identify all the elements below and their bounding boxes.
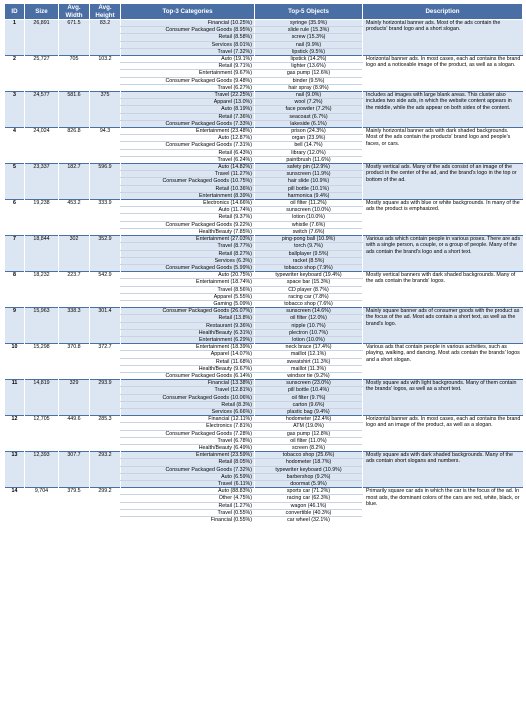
object-cell: lighter (13.6%) <box>255 63 363 70</box>
category-cell: Entertainment (9.67%) <box>121 70 255 77</box>
category-cell: Retail (8.3%) <box>121 401 255 408</box>
cluster-avg-height: 293.9 <box>90 380 121 416</box>
category-cell: Consumer Packaged Goods (7.32%) <box>121 466 255 473</box>
cluster-table <box>4 3 523 523</box>
category-cell: Consumer Packaged Goods (9.48%) <box>121 77 255 84</box>
category-cell: Travel (22.25%) <box>121 92 255 99</box>
category-cell: Entertainment (6.29%) <box>121 336 255 343</box>
category-cell: Gaming (5.09%) <box>121 300 255 307</box>
object-cell: sunscreen (10.0%) <box>255 207 363 214</box>
object-cell: tobacco shop (7.9%) <box>255 264 363 271</box>
cluster-avg-height: 542.9 <box>90 272 121 308</box>
object-cell: nipple (10.7%) <box>255 322 363 329</box>
cluster-size: 9,704 <box>25 488 59 524</box>
cluster-avg-height: 83.2 <box>90 20 121 56</box>
cluster-description: Various ads which contain people in various poses. There are ads with a single person, a couple, or a group of people. Many of the ads contain the brand's logo and a short text. <box>363 236 523 272</box>
object-cell: syringe (35.9%) <box>255 20 363 27</box>
object-cell: lipstick (9.5%) <box>255 48 363 55</box>
category-cell: Electronics (14.66%) <box>121 200 255 207</box>
category-cell: Retail (1.27%) <box>121 502 255 509</box>
category-cell: Electronics (7.81%) <box>121 423 255 430</box>
category-cell: Retail (10.36%) <box>121 185 255 192</box>
object-cell: screw (15.3%) <box>255 34 363 41</box>
object-cell: sports car (71.2%) <box>255 488 363 495</box>
object-cell: typewriter keyboard (10.9%) <box>255 466 363 473</box>
object-cell: bell (14.7%) <box>255 142 363 149</box>
object-cell: sunscreen (23.0%) <box>255 380 363 387</box>
cluster-description: Horizontal banner ads. In most cases, each ad contains the brand logo and a noticeable image of the product, as well as a slogan. <box>363 56 523 92</box>
object-cell: safety pin (12.9%) <box>255 164 363 171</box>
category-cell: Auto (14.82%) <box>121 164 255 171</box>
category-cell: Consumer Packaged Goods (6.14%) <box>121 372 255 379</box>
object-cell: windsor tie (9.2%) <box>255 372 363 379</box>
category-cell: Consumer Packaged Goods (7.31%) <box>121 142 255 149</box>
object-cell: hair spray (8.9%) <box>255 84 363 91</box>
cluster-avg-width: 370.8 <box>59 344 90 380</box>
cluster-id: 9 <box>5 308 25 344</box>
object-cell: oil filter (12.0%) <box>255 315 363 322</box>
object-cell: pill bottle (10.1%) <box>255 185 363 192</box>
object-cell: maillot (12.1%) <box>255 351 363 358</box>
category-cell: Financial (0.55%) <box>121 517 255 524</box>
cluster-id: 1 <box>5 20 25 56</box>
object-cell: ping-pong ball (10.9%) <box>255 236 363 243</box>
object-cell: library (12.0%) <box>255 149 363 156</box>
object-cell: ATM (19.0%) <box>255 423 363 430</box>
table-row <box>5 20 523 27</box>
cluster-avg-height: 299.2 <box>90 488 121 524</box>
category-cell: Health/Beauty (6.31%) <box>121 329 255 336</box>
cluster-size: 12,705 <box>25 416 59 452</box>
category-cell: Entertainment (23.59%) <box>121 452 255 459</box>
object-cell: maillot (11.3%) <box>255 365 363 372</box>
cluster-size: 18,844 <box>25 236 59 272</box>
object-cell: barbershop (9.2%) <box>255 473 363 480</box>
object-cell: slide rule (15.3%) <box>255 27 363 34</box>
object-cell: lotion (10.0%) <box>255 214 363 221</box>
table-row <box>5 272 523 279</box>
cluster-size: 14,819 <box>25 380 59 416</box>
cluster-description: Mostly square ads with dark shaded backgrounds. Many of the ads contain short slogans and numbers. <box>363 452 523 488</box>
object-cell: ballplayer (9.5%) <box>255 250 363 257</box>
cluster-size: 18,232 <box>25 272 59 308</box>
category-cell: Auto (11.74%) <box>121 207 255 214</box>
object-cell: sweatshirt (11.3%) <box>255 358 363 365</box>
object-cell: binder (9.5%) <box>255 77 363 84</box>
object-cell: car wheel (32.1%) <box>255 517 363 524</box>
category-cell: Retail (8.27%) <box>121 250 255 257</box>
cluster-avg-width: 453.2 <box>59 200 90 236</box>
cluster-avg-width: 449.6 <box>59 416 90 452</box>
cluster-table-container <box>4 3 522 523</box>
object-cell: racket (8.5%) <box>255 257 363 264</box>
object-cell: CD player (8.7%) <box>255 286 363 293</box>
cluster-description: Mostly vertical banners with dark shaded backgrounds. Many of the ads contain the brands' logos. <box>363 272 523 308</box>
category-cell: Entertainment (23.48%) <box>121 128 255 135</box>
cluster-size: 19,238 <box>25 200 59 236</box>
category-cell: Retail (8.05%) <box>121 459 255 466</box>
cluster-id: 7 <box>5 236 25 272</box>
category-cell: Restaurant (9.36%) <box>121 322 255 329</box>
category-cell: Health/Beauty (7.85%) <box>121 228 255 235</box>
header-size: Size <box>25 4 59 20</box>
category-cell: Auto (6.59%) <box>121 473 255 480</box>
category-cell: Consumer Packaged Goods (7.28%) <box>121 430 255 437</box>
object-cell: lotion (10.0%) <box>255 336 363 343</box>
cluster-avg-width: 338.3 <box>59 308 90 344</box>
cluster-avg-height: 375 <box>90 92 121 128</box>
cluster-id: 8 <box>5 272 25 308</box>
object-cell: torch (9.7%) <box>255 243 363 250</box>
category-cell: Financial (10.25%) <box>121 20 255 27</box>
cluster-avg-width: 705 <box>59 56 90 92</box>
cluster-id: 3 <box>5 92 25 128</box>
object-cell: racing car (62.3%) <box>255 495 363 502</box>
category-cell: Auto (8.19%) <box>121 106 255 113</box>
category-cell: Retail (6.43%) <box>121 149 255 156</box>
category-cell: Entertainment (18.74%) <box>121 279 255 286</box>
object-cell: prison (24.3%) <box>255 128 363 135</box>
category-cell: Travel (7.32%) <box>121 48 255 55</box>
category-cell: Retail (8.58%) <box>121 34 255 41</box>
cluster-avg-height: 372.7 <box>90 344 121 380</box>
category-cell: Entertainment (27.03%) <box>121 236 255 243</box>
category-cell: Auto (19.1%) <box>121 56 255 63</box>
cluster-size: 25,727 <box>25 56 59 92</box>
cluster-description: Horizontal banner ads. In most cases, each ad contains the brand logo and an image of the product, as well as a slogan. <box>363 416 523 452</box>
category-cell: Consumer Packaged Goods (5.99%) <box>121 264 255 271</box>
object-cell: paintbrush (11.6%) <box>255 156 363 163</box>
cluster-id: 2 <box>5 56 25 92</box>
table-row <box>5 380 523 387</box>
cluster-avg-width: 182.7 <box>59 164 90 200</box>
cluster-avg-height: 293.2 <box>90 452 121 488</box>
category-cell: Travel (0.55%) <box>121 509 255 516</box>
category-cell: Travel (6.11%) <box>121 481 255 488</box>
category-cell: Consumer Packaged Goods (8.95%) <box>121 27 255 34</box>
object-cell: wool (7.2%) <box>255 99 363 106</box>
table-row <box>5 92 523 99</box>
cluster-avg-height: 285.3 <box>90 416 121 452</box>
header-avg-height: Avg. Height <box>90 4 121 20</box>
object-cell: tobacco shop (25.6%) <box>255 452 363 459</box>
category-cell: Other (4.75%) <box>121 495 255 502</box>
object-cell: space bar (15.3%) <box>255 279 363 286</box>
header-top-categories: Top-3 Categories <box>121 4 255 20</box>
cluster-avg-width: 302 <box>59 236 90 272</box>
cluster-description: Various ads that contain people in various activities, such as playing, walking, and dancing. Most ads contain the brands' logos and a short slogan. <box>363 344 523 380</box>
cluster-id: 4 <box>5 128 25 164</box>
object-cell: oil filter (9.7%) <box>255 394 363 401</box>
object-cell: face powder (7.2%) <box>255 106 363 113</box>
object-cell: doormat (5.9%) <box>255 481 363 488</box>
object-cell: tobacco shop (7.6%) <box>255 300 363 307</box>
category-cell: Auto (20.75%) <box>121 272 255 279</box>
object-cell: switch (7.6%) <box>255 228 363 235</box>
cluster-avg-height: 103.2 <box>90 56 121 92</box>
object-cell: hair slide (10.9%) <box>255 178 363 185</box>
header-top-objects: Top-5 Objects <box>255 4 363 20</box>
category-cell: Retail (13.8%) <box>121 315 255 322</box>
table-row <box>5 308 523 315</box>
cluster-size: 15,298 <box>25 344 59 380</box>
object-cell: neck brace (17.4%) <box>255 344 363 351</box>
cluster-avg-height: 352.9 <box>90 236 121 272</box>
object-cell: typewriter keyboard (19.4%) <box>255 272 363 279</box>
object-cell: sunscreen (11.9%) <box>255 171 363 178</box>
category-cell: Retail (9.71%) <box>121 63 255 70</box>
cluster-avg-width: 329 <box>59 380 90 416</box>
cluster-description: Mostly vertical ads. Many of the ads consist of an image of the product in the center of the ad, and the brand's logo in the top or bottom of the ad. <box>363 164 523 200</box>
category-cell: Consumer Packaged Goods (7.33%) <box>121 120 255 127</box>
category-cell: Services (8.01%) <box>121 41 255 48</box>
category-cell: Services (6.3%) <box>121 257 255 264</box>
cluster-id: 10 <box>5 344 25 380</box>
object-cell: seacoast (6.7%) <box>255 113 363 120</box>
table-row <box>5 236 523 243</box>
object-cell: oil filter (11.0%) <box>255 437 363 444</box>
cluster-size: 12,393 <box>25 452 59 488</box>
object-cell: gas pump (12.6%) <box>255 70 363 77</box>
object-cell: pill bottle (10.4%) <box>255 387 363 394</box>
object-cell: nail (9.9%) <box>255 41 363 48</box>
category-cell: Apparel (13.0%) <box>121 99 255 106</box>
object-cell: wagon (46.1%) <box>255 502 363 509</box>
cluster-avg-width: 581.6 <box>59 92 90 128</box>
category-cell: Travel (6.78%) <box>121 437 255 444</box>
table-row <box>5 56 523 63</box>
cluster-description: Mostly square ads with blue or white backgrounds. In many of the ads the product is emphasized. <box>363 200 523 236</box>
cluster-id: 14 <box>5 488 25 524</box>
category-cell: Health/Beauty (6.49%) <box>121 444 255 451</box>
category-cell: Auto (88.83%) <box>121 488 255 495</box>
object-cell: whistle (7.6%) <box>255 221 363 228</box>
cluster-description: Mainly horizontal banner ads. Most of the ads contain the products' brand logo and a short slogan. <box>363 20 523 56</box>
object-cell: lipstick (14.2%) <box>255 56 363 63</box>
table-body <box>5 20 523 524</box>
header-avg-width: Avg. Width <box>59 4 90 20</box>
object-cell: nail (9.0%) <box>255 92 363 99</box>
object-cell: hodometer (18.7%) <box>255 459 363 466</box>
cluster-avg-width: 307.7 <box>59 452 90 488</box>
category-cell: Consumer Packaged Goods (10.75%) <box>121 178 255 185</box>
object-cell: hodometer (22.4%) <box>255 416 363 423</box>
cluster-avg-width: 223.7 <box>59 272 90 308</box>
cluster-avg-width: 379.5 <box>59 488 90 524</box>
object-cell: screen (8.2%) <box>255 444 363 451</box>
cluster-description: Mostly square ads with light backgrounds. Many of them contain the brands' logos, as well as a short text. <box>363 380 523 416</box>
cluster-avg-width: 826.8 <box>59 128 90 164</box>
cluster-size: 24,024 <box>25 128 59 164</box>
object-cell: gas pump (12.8%) <box>255 430 363 437</box>
cluster-avg-height: 301.4 <box>90 308 121 344</box>
cluster-size: 15,963 <box>25 308 59 344</box>
category-cell: Apparel (14.07%) <box>121 351 255 358</box>
object-cell: plastic bag (9.4%) <box>255 408 363 415</box>
category-cell: Travel (6.27%) <box>121 84 255 91</box>
category-cell: Apparel (5.55%) <box>121 293 255 300</box>
category-cell: Retail (7.36%) <box>121 113 255 120</box>
cluster-id: 6 <box>5 200 25 236</box>
cluster-size: 23,337 <box>25 164 59 200</box>
header-row <box>5 4 523 20</box>
category-cell: Travel (12.81%) <box>121 387 255 394</box>
object-cell: plectron (10.7%) <box>255 329 363 336</box>
cluster-avg-height: 94.3 <box>90 128 121 164</box>
category-cell: Auto (12.87%) <box>121 135 255 142</box>
object-cell: lakeside (6.1%) <box>255 120 363 127</box>
category-cell: Financial (13.38%) <box>121 380 255 387</box>
object-cell: harmonica (9.4%) <box>255 192 363 199</box>
cluster-avg-height: 333.9 <box>90 200 121 236</box>
category-cell: Travel (11.27%) <box>121 171 255 178</box>
category-cell: Consumer Packaged Goods (9.22%) <box>121 221 255 228</box>
category-cell: Financial (12.11%) <box>121 416 255 423</box>
category-cell: Consumer Packaged Goods (26.07%) <box>121 308 255 315</box>
cluster-id: 11 <box>5 380 25 416</box>
object-cell: carton (9.6%) <box>255 401 363 408</box>
cluster-id: 5 <box>5 164 25 200</box>
header-description: Description <box>363 4 523 20</box>
category-cell: Consumer Packaged Goods (10.06%) <box>121 394 255 401</box>
category-cell: Services (6.66%) <box>121 408 255 415</box>
table-row <box>5 200 523 207</box>
category-cell: Entertainment (8.39%) <box>121 192 255 199</box>
object-cell: sunscreen (14.6%) <box>255 308 363 315</box>
object-cell: organ (23.9%) <box>255 135 363 142</box>
table-row <box>5 488 523 495</box>
object-cell: convertible (40.3%) <box>255 509 363 516</box>
cluster-description: Primarily square car ads in which the car is the focus of the ad. In most ads, the dominant colors of the cars are red, white, black, or blue. <box>363 488 523 524</box>
category-cell: Travel (8.77%) <box>121 243 255 250</box>
cluster-avg-height: 596.9 <box>90 164 121 200</box>
cluster-size: 26,891 <box>25 20 59 56</box>
table-row <box>5 128 523 135</box>
table-row <box>5 452 523 459</box>
object-cell: oil filter (11.2%) <box>255 200 363 207</box>
category-cell: Entertainment (18.39%) <box>121 344 255 351</box>
header-id: ID <box>5 4 25 20</box>
cluster-id: 13 <box>5 452 25 488</box>
cluster-id: 12 <box>5 416 25 452</box>
category-cell: Retail (9.37%) <box>121 214 255 221</box>
object-cell: racing car (7.8%) <box>255 293 363 300</box>
cluster-description: Includes ad images with large blank areas. This cluster also includes two side ads, in which the website content appears in the middle, while the ads appear on both sides of the content. <box>363 92 523 128</box>
category-cell: Travel (8.56%) <box>121 286 255 293</box>
category-cell: Travel (6.24%) <box>121 156 255 163</box>
cluster-description: Mainly square banner ads of consumer goods with the product as the focus of the ad. Most ads contain a short text, as well as the brand's logo. <box>363 308 523 344</box>
cluster-size: 24,577 <box>25 92 59 128</box>
cluster-description: Mainly horizontal banner ads with dark shaded backgrounds. Most of the ads contain the products' brand logo and people's faces, or cars. <box>363 128 523 164</box>
table-row <box>5 416 523 423</box>
table-row <box>5 164 523 171</box>
category-cell: Health/Beauty (9.67%) <box>121 365 255 372</box>
cluster-avg-width: 671.5 <box>59 20 90 56</box>
category-cell: Retail (11.68%) <box>121 358 255 365</box>
table-row <box>5 344 523 351</box>
